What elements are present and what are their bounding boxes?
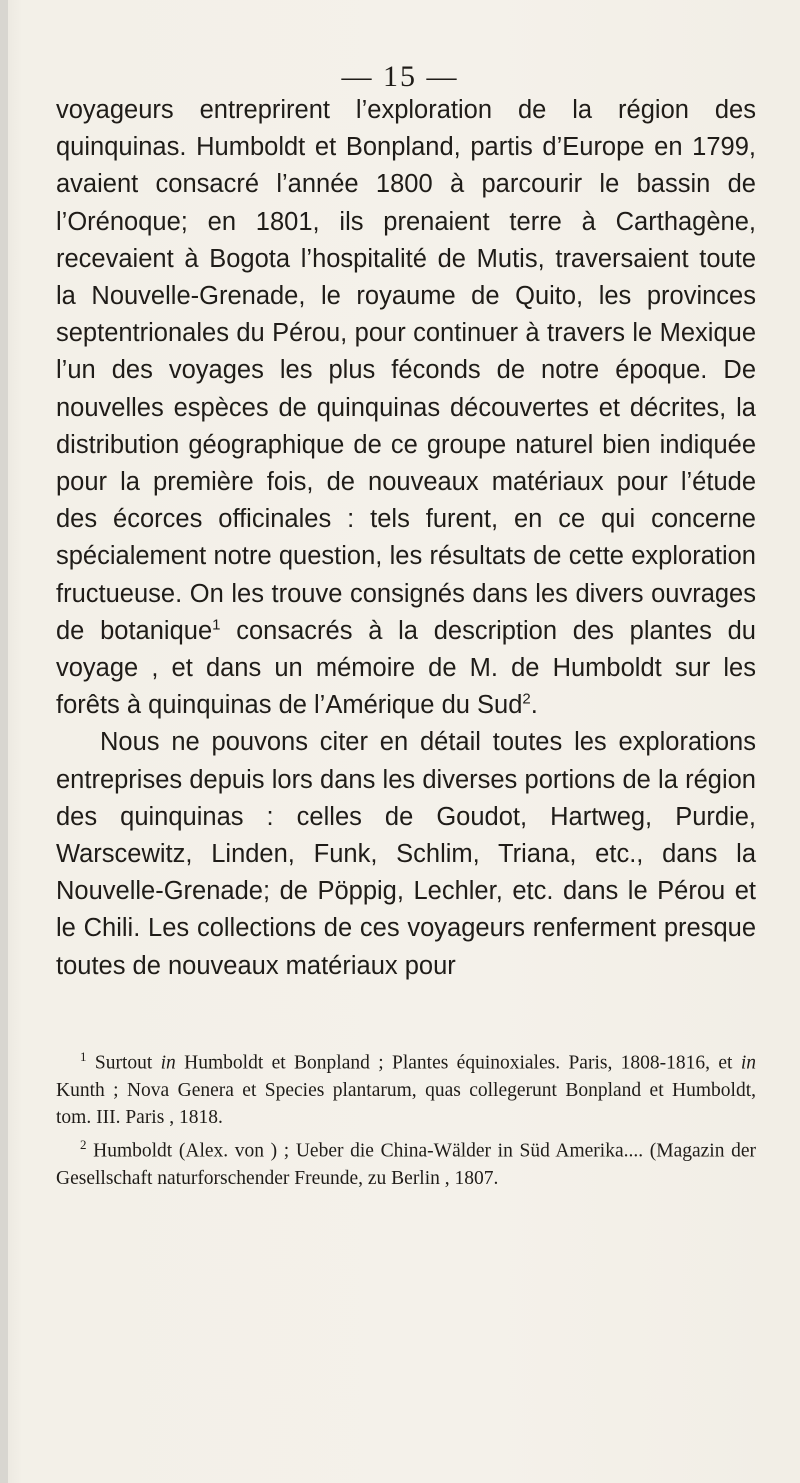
paragraph-1-part-3: .	[530, 691, 538, 720]
paragraph-2: Nous ne pouvons citer en détail toutes les explorations entreprises depuis lors dans les diverses portions de la région des quinquinas : celles de Goudot, Hartweg, Purdie, Warscewitz, Linden, Funk, Schlim, Triana, etc., dans la Nouvelle-Grenade; de Pöppig, Lechler, etc. dans le Pérou et le Chili. Les collections de ces voyageurs renferment presque toutes de nouveaux matériaux pour	[56, 728, 756, 980]
footnote-reference-1: 1	[212, 616, 221, 634]
body-text	[56, 92, 756, 985]
paragraph-1-part-2: consacrés à la description des plantes du voyage , et dans un mémoire de M. de Humboldt sur les forêts à quinquinas de l’Amérique du Sud	[56, 616, 756, 720]
footnote-reference-2: 2	[522, 690, 531, 708]
page-binding-edge	[0, 0, 8, 1483]
footnote-1-text-start: Surtout	[94, 1052, 161, 1074]
page-number: — 15 —	[341, 60, 459, 93]
footnote-1-text-middle: Humboldt et Bonpland ; Plantes équinoxiales. Paris, 1808-1816, et	[175, 1052, 741, 1074]
paragraph-1	[56, 92, 756, 724]
footnote-1-italic-in: in	[160, 1052, 176, 1074]
footnote-2-text: Humboldt (Alex. von ) ; Ueber die China-Wälder in Süd Amerika.... (Magazin der Gesellschaft naturforschender Freunde, zu Berlin , 1807.	[56, 1140, 756, 1189]
paragraph-1-part-1: voyageurs entreprirent l’exploration de la région des quinquinas. Humboldt et Bonpland, partis d’Europe en 1799, avaient consacré l’année 1800 à parcourir le bassin de l’Orénoque; en 1801, ils prenaient terre à Carthagène, recevaient à Bogota l’hospitalité de Mutis, traversaient toute la Nouvelle-Grenade, le royaume de Quito, les provinces septentrionales du Pérou, pour continuer à travers le Mexique l’un des voyages les plus féconds de notre époque. De nouvelles espèces de quinquinas découvertes et décrites, la distribution géographique de ce groupe naturel bien indiquée pour la première fois, de nouveaux matériaux pour l’étude des écorces officinales : tels furent, en ce qui concerne spécialement notre question, les résultats de cette exploration fructueuse. On les trouve consignés dans les divers ouvrages de botanique	[56, 96, 756, 645]
footnote-2-mark: 2	[80, 1137, 87, 1153]
footnotes	[56, 1043, 756, 1192]
footnote-1	[56, 1043, 756, 1131]
footnote-1-italic-in-2: in	[740, 1052, 756, 1074]
footnote-1-text-end: Kunth ; Nova Genera et Species plantarum, quas collegerunt Bonpland et Humboldt, tom. III. Paris , 1818.	[56, 1079, 756, 1128]
footnote-2	[56, 1131, 756, 1192]
footnote-1-mark: 1	[80, 1049, 87, 1064]
